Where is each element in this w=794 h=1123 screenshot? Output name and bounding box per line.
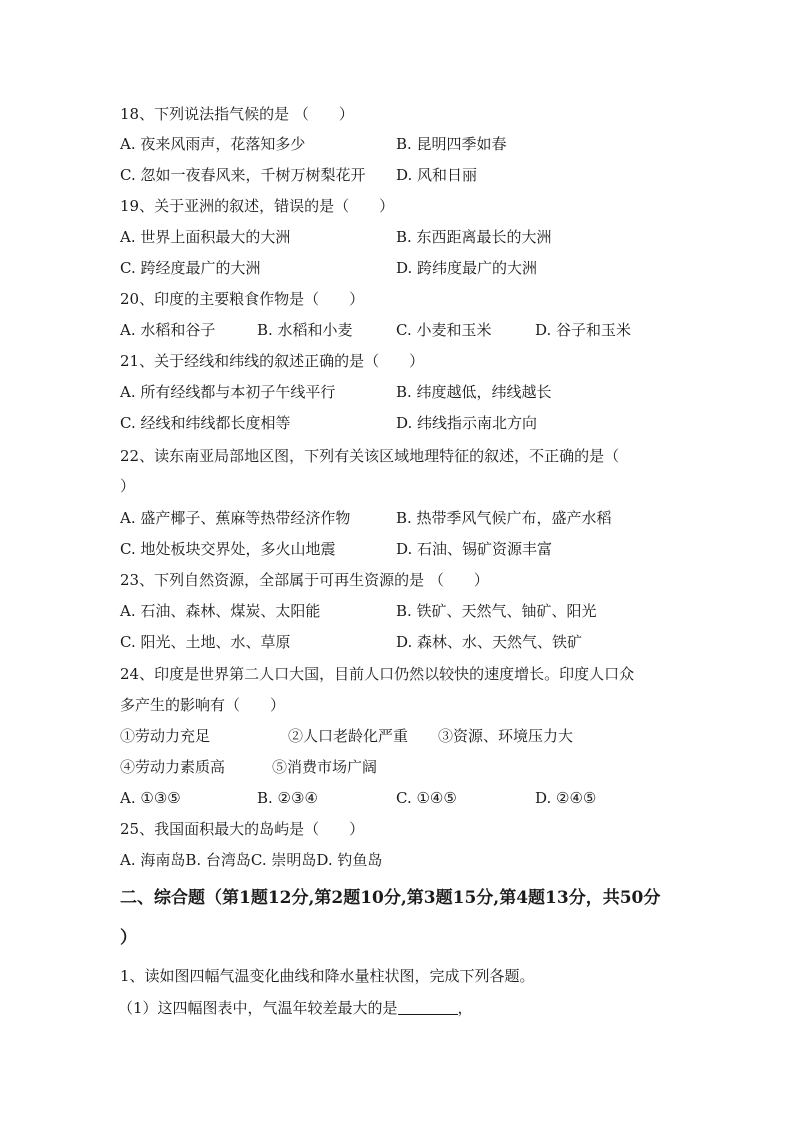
question-24-stem-line2: 多产生的影响有（ ）	[120, 696, 286, 714]
q18-option-c: C. 忽如一夜春风来，千树万树梨花开	[120, 166, 366, 184]
question-23-stem: 23、下列自然资源，全部属于可再生资源的是 （ ）	[120, 571, 489, 589]
sub-1-text: （1）这四幅图表中，气温年较差最大的是	[118, 999, 398, 1017]
section-2-question-1-sub-1	[118, 998, 473, 1018]
section-2-heading-line1: 二、综合题（第1题12分,第2题10分,第3题15分,第4题13分，共50分	[120, 888, 661, 908]
q20-option-d: D. 谷子和玉米	[535, 321, 632, 339]
question-18-stem: 18、下列说法指气候的是 （ ）	[120, 105, 354, 123]
q24-item-4: ④劳动力素质高	[120, 758, 226, 776]
question-20-stem: 20、印度的主要粮食作物是（ ）	[120, 290, 365, 308]
q22-option-a: A. 盛产椰子、蕉麻等热带经济作物	[120, 509, 351, 527]
q24-item-5: ⑤消费市场广阔	[272, 758, 378, 776]
q21-option-b: B. 纬度越低，纬线越长	[396, 383, 552, 401]
q18-option-a: A. 夜来风雨声，花落知多少	[120, 135, 306, 153]
q24-item-2: ②人口老龄化严重	[288, 727, 409, 745]
question-19-stem: 19、关于亚洲的叙述，错误的是（ ）	[120, 197, 395, 215]
q22-option-d: D. 石油、锡矿资源丰富	[396, 540, 553, 558]
q20-option-a: A. 水稻和谷子	[120, 321, 216, 339]
q19-option-d: D. 跨纬度最广的大洲	[396, 259, 538, 277]
q24-option-c: C. ①④⑤	[396, 789, 457, 807]
q20-option-c: C. 小麦和玉米	[396, 321, 492, 339]
q23-option-c: C. 阳光、土地、水、草原	[120, 633, 291, 651]
q24-item-1: ①劳动力充足	[120, 727, 211, 745]
q18-option-d: D. 风和日丽	[396, 166, 478, 184]
q24-option-b: B. ②③④	[257, 789, 318, 807]
question-22-stem-line2: ）	[120, 477, 136, 495]
q21-option-a: A. 所有经线都与本初子午线平行	[120, 383, 336, 401]
question-24-stem-line1: 24、印度是世界第二人口大国，目前人口仍然以较快的速度增长。印度人口众	[120, 665, 635, 683]
question-25-options: A. 海南岛B. 台湾岛C. 崇明岛D. 钓鱼岛	[120, 851, 383, 869]
section-2-heading-line2: ）	[120, 928, 137, 948]
q20-option-b: B. 水稻和小麦	[257, 321, 353, 339]
answer-blank[interactable]	[398, 1000, 458, 1015]
q22-option-c: C. 地处板块交界处，多火山地震	[120, 540, 336, 558]
q19-option-a: A. 世界上面积最大的大洲	[120, 228, 291, 246]
question-22-stem-line1: 22、读东南亚局部地区图，下列有关该区域地理特征的叙述，不正确的是（	[120, 447, 620, 465]
q24-option-d: D. ②④⑤	[535, 789, 597, 807]
q21-option-d: D. 纬线指示南北方向	[396, 414, 538, 432]
q24-item-3: ③资源、环境压力大	[438, 727, 574, 745]
q23-option-b: B. 铁矿、天然气、铀矿、阳光	[396, 602, 597, 620]
q19-option-c: C. 跨经度最广的大洲	[120, 259, 261, 277]
q21-option-c: C. 经线和纬线都长度相等	[120, 414, 291, 432]
q23-option-a: A. 石油、森林、煤炭、太阳能	[120, 602, 321, 620]
sub-1-trailing: ，	[457, 999, 473, 1017]
q19-option-b: B. 东西距离最长的大洲	[396, 228, 552, 246]
section-2-question-1-stem: 1、读如图四幅气温变化曲线和降水量柱状图，完成下列各题。	[120, 967, 535, 985]
question-25-stem: 25、我国面积最大的岛屿是（ ）	[120, 820, 365, 838]
q23-option-d: D. 森林、水、天然气、铁矿	[396, 633, 583, 651]
question-21-stem: 21、关于经线和纬线的叙述正确的是（ ）	[120, 352, 425, 370]
q18-option-b: B. 昆明四季如春	[396, 135, 507, 153]
q22-option-b: B. 热带季风气候广布，盛产水稻	[396, 509, 612, 527]
q24-option-a: A. ①③⑤	[120, 789, 181, 807]
